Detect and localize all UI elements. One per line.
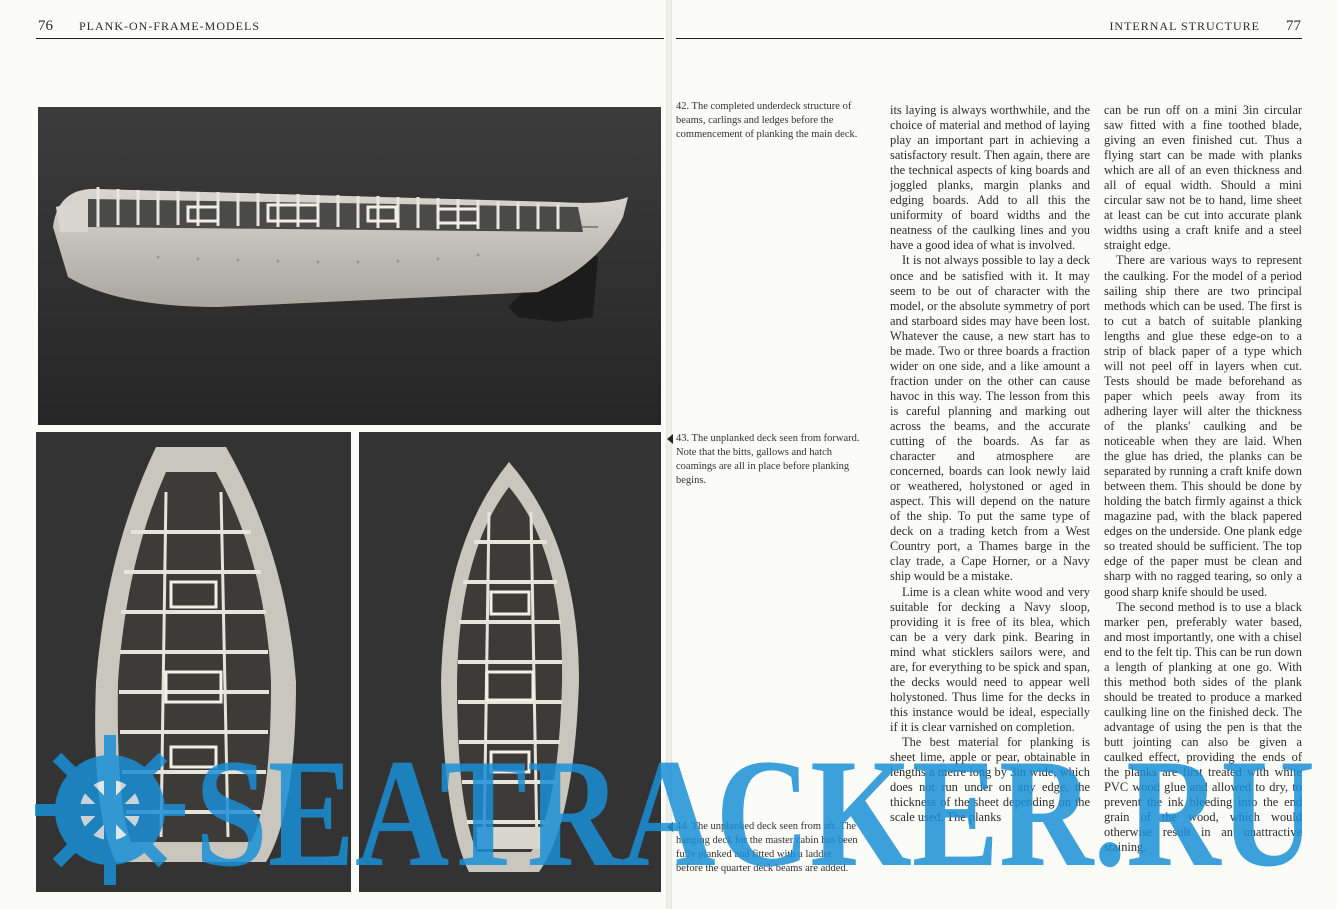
text-column-2 <box>1104 103 1302 855</box>
col1-paragraph: Lime is a clean white wood and very suitable for decking a Navy sloop, providing it is free of its blea, which can be a very dark pink. Bearing in mind what sticklers sailors were, and are, for everything to be spick and span, the decks would need to appear well holystoned. Thus lime for the decks in this instance would be ideal, especially if it is clear varnished on completion. <box>890 584 1090 734</box>
col2-paragraph: can be run off on a mini 3in circular saw fitted with a fine toothed blade, giving an even finished cut. Thus a flying start can be made with planks which are all of an even thickness and all of equal width. Should a mini circular saw not be to hand, lime sheet at least can be cut into accurate plank widths using a craft knife and a steel straight edge. <box>1104 103 1302 253</box>
left-page-header <box>38 18 260 35</box>
right-page-number: 77 <box>1286 18 1301 34</box>
right-running-title: INTERNAL STRUCTURE <box>1109 19 1260 33</box>
watermark-text: SEATRACKER.RU <box>195 727 1315 899</box>
col1-paragraph: its laying is always worthwhile, and the choice of material and method of laying play an important part in achieving a satisfactory result. Then again, there are the technical aspects of king boards and joggled planks, margin planks and edging boards. Add to all this the uniformity of board widths and the neatness of the caulking lines and you have a good idea of what is involved. <box>890 103 1090 253</box>
right-header-rule <box>676 38 1302 39</box>
caption-42: 42. The completed underdeck structure of beams, carlings and ledges before the commencement of planking the main deck. <box>676 101 858 140</box>
text-column-1 <box>890 103 1090 825</box>
left-running-title: PLANK-ON-FRAME-MODELS <box>79 19 261 33</box>
right-page-header <box>1109 18 1301 35</box>
left-page-number: 76 <box>38 18 53 34</box>
caption-43-marker <box>667 434 673 444</box>
col2-paragraph: There are various ways to represent the caulking. For the model of a period sailing ship there are two principal methods which can be used. The first is to cut a batch of suitable planking lengths and glue these edge-on to a strip of black paper of a type which will not peel off in layers when cut. Tests should be made beforehand as paper which peels away from its adhering layer will alter the thickness of the planks' caulking and be noticeable when they are laid. When the glue has dried, the planks can be separated by running a craft knife down between them. This should be done by holding the batch firmly against a thick magazine pad, with the black papered edges on the underside. One plank edge so treated should be sufficient. The top edge of the paper must be clean and sharp with no ragged tearing, so only a good sharp knife should be used. <box>1104 253 1302 599</box>
caption-44 <box>676 820 861 876</box>
photo-43-deck-from-forward <box>36 432 351 892</box>
col1-paragraph: It is not always possible to lay a deck once and be satisfied with it. It may seem to be out of character with the model, or the absolute symmetry of port and starboard sides may have been lost. Whatever the cause, a new start has to be made. Two or three boards a fraction wider on one side, and a like amount a fraction under on the other can cause havoc in this way. The lesson from this is careful planning and marking out across the beams, and the accurate cutting of the boards. As far as character and atmosphere are concerned, boards can look newly laid or weathered, holystoned or aged in aspect. This will depend on the nature of the ship. To put the same type of deck on a trading ketch from a West Country port, a Thames barge in the clay trade, a Cape Horner, or a Navy ship would be a mistake. <box>890 253 1090 584</box>
caption-44-marker <box>667 822 673 832</box>
caption-44-text: 44. The unplanked deck seen from aft. The hanging deck for the master cabin has been fully planked and fitted with a ladder before the quarter deck beams are added. <box>676 821 858 874</box>
col2-paragraph: The second method is to use a black marker pen, preferably water based, and most importantly, one with a chisel end to the felt tip. This can be run down a length of planking at one go. With this method both sides of the plank should be treated to produce a marked caulking line on the finished deck. The advantage of using the pen is that the butt jointing can also be given a caulked effect, providing the ends of the planks are first treated with white PVC wood glue and allowed to dry, to prevent the ink bleeding into the end grain of the wood, which would otherwise result in an unattractive staining. <box>1104 599 1302 855</box>
left-header-rule <box>36 38 664 39</box>
col1-paragraph: The best material for planking is sheet lime, apple or pear, obtainable in lengths a metre long by 3in wide, which does not run under on any edge, the thickness of the sheet depending on the scale used. The planks <box>890 734 1090 825</box>
page-gutter <box>666 0 672 909</box>
photo-44-deck-from-aft <box>359 432 661 892</box>
photo-42-hull-side-view <box>38 107 661 425</box>
caption-43 <box>676 432 861 488</box>
caption-43-text: 43. The unplanked deck seen from forward. Note that the bitts, gallows and hatch coamings are all in place before planking begins. <box>676 433 860 486</box>
